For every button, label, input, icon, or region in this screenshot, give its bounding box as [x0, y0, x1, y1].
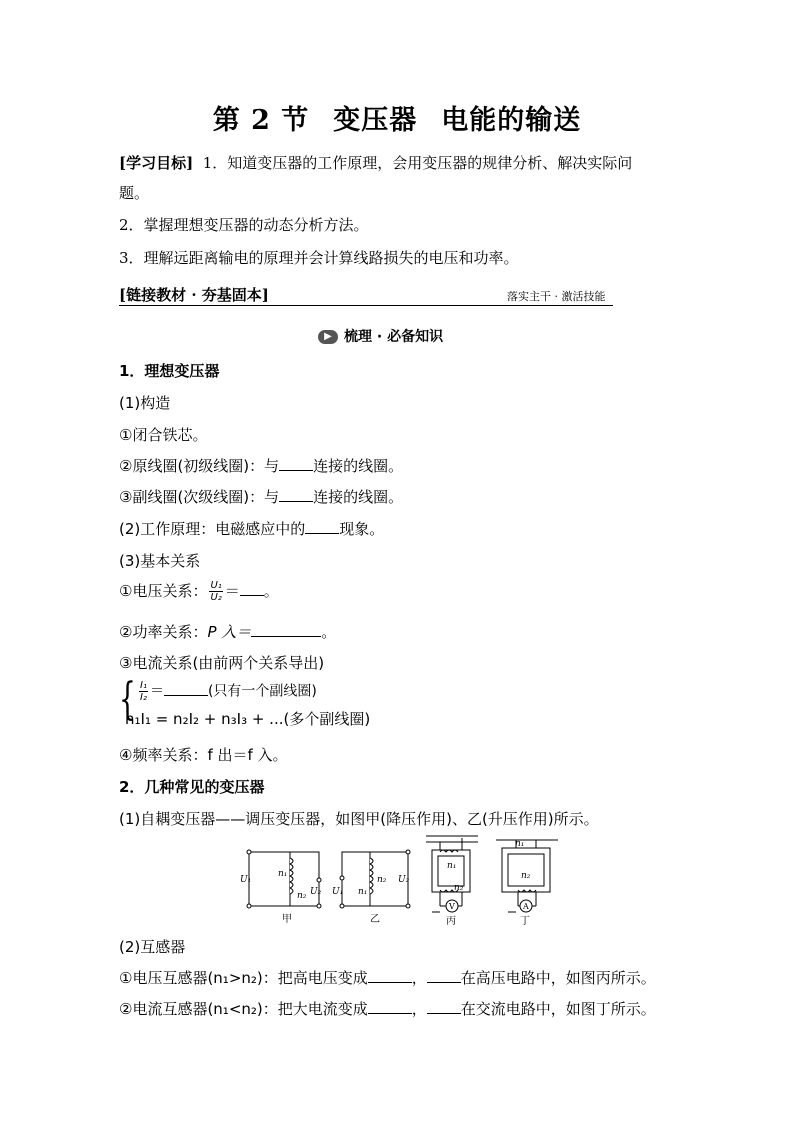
- text-principle-b: 现象。: [339, 520, 385, 538]
- fill-blank: [279, 487, 313, 502]
- label-n1-yi: n₁: [358, 887, 368, 897]
- text-primary-coil-a: ②原线圈(初级线圈)：与: [119, 457, 280, 475]
- label-u1-jia: U₁: [240, 875, 252, 885]
- objective-1-text-a: 1．知道变压器的工作原理，会用变压器的规律分析、解决实际问: [202, 154, 633, 172]
- fill-blank: [305, 519, 339, 534]
- text-core: ①闭合铁芯。: [119, 426, 208, 444]
- equation-single-note: (只有一个副线圈): [207, 683, 317, 700]
- page-title: [0, 98, 794, 137]
- voltage-numerator: U₁: [210, 580, 222, 591]
- label-n1-jia: n₁: [278, 869, 288, 879]
- text-vt-a: ①电压互感器(n₁>n₂)：把高电压变成: [119, 969, 368, 987]
- fill-blank: [279, 456, 313, 471]
- text-frequency-relation: ④频率关系：f 出＝f 入。: [119, 746, 288, 764]
- fill-blank: [251, 622, 321, 637]
- text-principle: [119, 518, 384, 539]
- play-icon: ▶: [318, 330, 338, 344]
- text-primary-coil-b: 连接的线圈。: [313, 457, 404, 475]
- text-voltage-a: ①电压关系：: [119, 582, 208, 600]
- current-numerator: I₁: [140, 680, 147, 691]
- current-fraction: [139, 680, 148, 703]
- fill-blank: [368, 999, 412, 1014]
- text-ct-c: 在交流电路中，如图丁所示。: [460, 1000, 656, 1018]
- circuit-jia-frame: [249, 852, 319, 906]
- caption-ding: 丁: [520, 916, 530, 926]
- text-secondary-coil-a: ③副线圈(次级线圈)：与: [119, 488, 280, 506]
- text-power-b: P 入＝: [207, 623, 252, 641]
- text-ct-a: ②电流互感器(n₁<n₂)：把大电流变成: [119, 1000, 368, 1018]
- label-v: V: [449, 902, 455, 911]
- fill-blank: [240, 581, 264, 596]
- text-voltage-relation: [119, 580, 279, 603]
- title-part1: 第 2 节: [212, 105, 310, 136]
- section-title: [链接教材 · 夯基固本]: [119, 286, 269, 304]
- current-denominator: I₂: [140, 692, 147, 703]
- fill-blank: [368, 968, 412, 983]
- transformer-diagrams: [240, 834, 570, 926]
- text-voltage-c: 。: [263, 582, 279, 600]
- text-current-relation: ③电流关系(由前两个关系导出): [119, 654, 325, 672]
- text-structure: (1)构造: [119, 394, 171, 412]
- label-a: A: [523, 902, 529, 911]
- heading-ideal-transformer: 1．理想变压器: [119, 362, 220, 380]
- title-part3: 电能的输送: [441, 105, 582, 136]
- voltage-denominator: U₂: [210, 592, 222, 603]
- fill-blank: [427, 999, 461, 1014]
- heading-common-transformers: 2．几种常见的变压器: [119, 778, 265, 796]
- label-u1-yi: U₁: [332, 887, 344, 897]
- equation-single-eq: ＝: [149, 683, 164, 700]
- text-instrument-transformers: (2)互感器: [119, 938, 186, 956]
- title-part2: 变压器: [333, 105, 418, 136]
- subsection-label: 梳理 · 必备知识: [344, 329, 444, 345]
- text-secondary-coil-b: 连接的线圈。: [313, 488, 404, 506]
- brace-symbol: {: [119, 674, 136, 725]
- equation-single: [137, 680, 317, 703]
- label-n2-yi: n₂: [377, 875, 387, 885]
- text-power-a: ②功率关系：: [119, 623, 208, 641]
- text-power-c: 。: [321, 623, 337, 641]
- objectives-label: [学习目标]: [119, 154, 194, 172]
- label-n1-bing: n₁: [447, 861, 457, 871]
- text-voltage-b: ＝: [224, 582, 240, 600]
- objective-3: 3．理解远距离输电的原理并会计算线路损失的电压和功率。: [119, 249, 519, 267]
- label-n1-ding: n₁: [515, 839, 525, 849]
- equation-multi: n₁I₁ = n₂I₂ + n₃I₃ + ...(多个副线圈): [125, 710, 371, 728]
- label-n2-bing: n₂: [454, 883, 464, 893]
- objective-1-cont: 题。: [119, 184, 150, 202]
- text-basic-relations: (3)基本关系: [119, 552, 201, 570]
- text-vt-b: ，: [411, 969, 427, 987]
- caption-bing: 丙: [446, 916, 456, 926]
- text-ct-b: ，: [411, 1000, 427, 1018]
- subsection-title: [318, 326, 443, 346]
- section-divider: [119, 305, 613, 306]
- core-ding: [502, 848, 550, 892]
- objective-2: 2．掌握理想变压器的动态分析方法。: [119, 216, 369, 234]
- text-primary-coil: [119, 455, 403, 476]
- text-current-transformer: [119, 998, 656, 1019]
- text-autotransformer: (1)自耦变压器——调压变压器，如图甲(降压作用)、乙(升压作用)所示。: [119, 810, 599, 828]
- label-u2-jia: U₂: [310, 887, 322, 897]
- label-u2-yi: U₂: [398, 875, 410, 885]
- caption-jia: 甲: [282, 914, 292, 925]
- fill-blank: [164, 681, 208, 696]
- objective-1: [119, 150, 632, 176]
- text-power-relation: [119, 621, 336, 642]
- fill-blank: [427, 968, 461, 983]
- transformer-figure: [240, 834, 570, 930]
- text-voltage-transformer: [119, 967, 656, 988]
- label-n2-jia: n₂: [297, 891, 307, 901]
- text-vt-c: 在高压电路中，如图丙所示。: [460, 969, 656, 987]
- voltage-fraction: [209, 580, 222, 603]
- text-secondary-coil: [119, 486, 403, 507]
- caption-yi: 乙: [370, 914, 380, 925]
- section-subtitle: 落实主干 · 激活技能: [507, 290, 606, 303]
- label-n2-ding: n₂: [521, 871, 531, 881]
- text-principle-a: (2)工作原理：电磁感应中的: [119, 520, 306, 538]
